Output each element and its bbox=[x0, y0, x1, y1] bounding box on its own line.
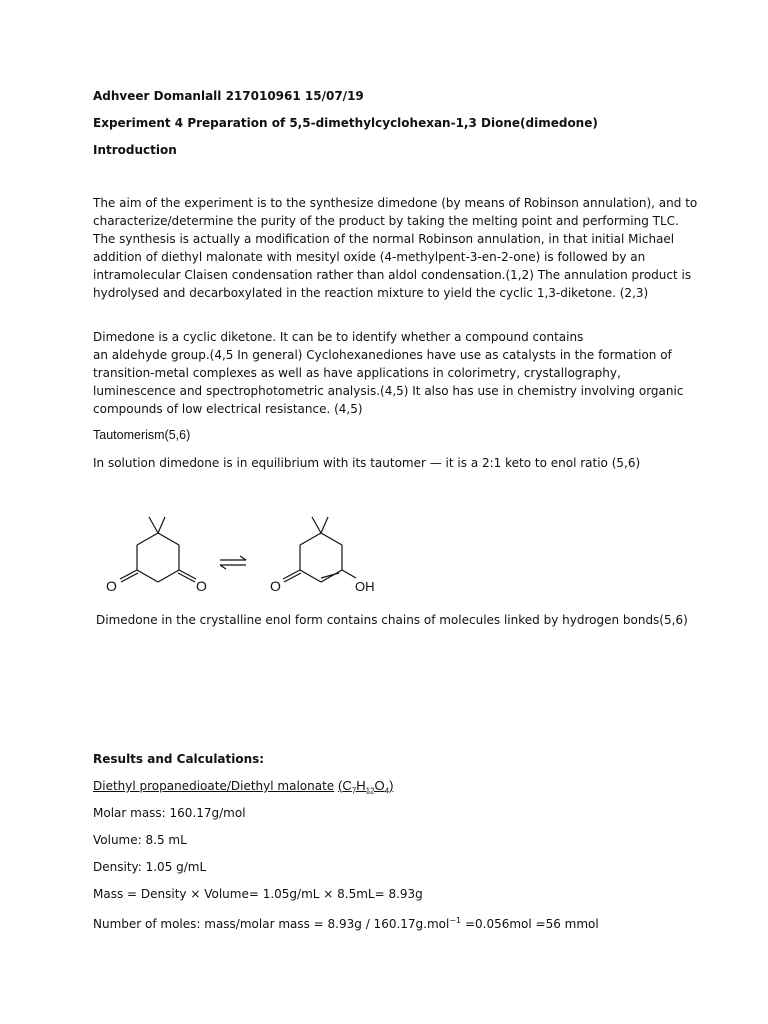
compound-name: Diethyl propanedioate/Diethyl malonate bbox=[93, 779, 335, 793]
intro-line: intramolecular Claisen condensation rather than aldol condensation.(1,2) The annulation product is bbox=[93, 268, 692, 282]
enol-hydroxyl-label: OH bbox=[355, 579, 375, 594]
equilibrium-text: In solution dimedone is in equilibrium with its tautomer — it is a 2:1 keto to enol ratio (5,6) bbox=[93, 456, 641, 470]
intro-line: characterize/determine the purity of the product by taking the melting point and performing TLC. bbox=[93, 214, 679, 228]
experiment-title: Experiment 4 Preparation of 5,5-dimethylcyclohexan-1,3 Dione(dimedone) bbox=[93, 116, 598, 130]
dimedone-line: transition-metal complexes as well as have applications in colorimetry, crystallography, bbox=[93, 366, 621, 380]
keto-form-structure bbox=[120, 517, 196, 582]
intro-line: The synthesis is actually a modification of the normal Robinson annulation, in that initial Michael bbox=[93, 232, 675, 246]
enol-caption: Dimedone in the crystalline enol form contains chains of molecules linked by hydrogen bonds(5,6) bbox=[96, 613, 688, 627]
keto-oxygen-label-right: O bbox=[196, 578, 207, 594]
intro-line: The aim of the experiment is to the synthesize dimedone (by means of Robinson annulation), and to bbox=[93, 196, 698, 210]
dimedone-line: luminescence and spectrophotometric analysis.(4,5) It also has use in chemistry involving organic bbox=[93, 384, 684, 398]
molar-mass: Molar mass: 160.17g/mol bbox=[93, 806, 246, 820]
dimedone-paragraph bbox=[93, 328, 693, 418]
enol-oxygen-label: O bbox=[270, 578, 281, 594]
results-heading: Results and Calculations: bbox=[93, 752, 265, 766]
dimedone-line: an aldehyde group.(4,5 In general) Cyclohexanediones have use as catalysts in the formation of bbox=[93, 348, 672, 362]
author-line: Adhveer Domanlall 217010961 15/07/19 bbox=[93, 89, 364, 103]
enol-form-structure bbox=[283, 517, 356, 582]
compound-heading bbox=[93, 777, 393, 801]
equilibrium-arrows bbox=[220, 556, 246, 569]
density: Density: 1.05 g/mL bbox=[93, 860, 207, 874]
dimedone-line: Dimedone is a cyclic diketone. It can be to identify whether a compound contains bbox=[93, 330, 584, 344]
mass-calculation: Mass = Density × Volume= 1.05g/mL × 8.5mL= 8.93g bbox=[93, 887, 423, 901]
intro-paragraph bbox=[93, 194, 698, 302]
moles-calculation: Number of moles: mass/molar mass = 8.93g / 160.17g.mol$^{-1}$ =0.056mol =56 mmol bbox=[93, 916, 599, 931]
introduction-heading: Introduction bbox=[93, 143, 177, 157]
keto-oxygen-label-left: O bbox=[106, 578, 117, 594]
volume: Volume: 8.5 mL bbox=[93, 833, 187, 847]
dimedone-line: compounds of low electrical resistance. (4,5) bbox=[93, 402, 363, 416]
tautomerism-heading: Tautomerism(5,6) bbox=[93, 428, 191, 442]
intro-line: addition of diethyl malonate with mesityl oxide (4-methylpent-3-en-2-one) is followed by an bbox=[93, 250, 646, 264]
dimedone-tautomer-structures bbox=[100, 505, 375, 600]
intro-line: hydrolysed and decarboxylated in the reaction mixture to yield the cyclic 1,3-diketone. (2,3) bbox=[93, 286, 649, 300]
molecular-formula: $(C_7H_{12}O_4)$ bbox=[338, 778, 394, 796]
